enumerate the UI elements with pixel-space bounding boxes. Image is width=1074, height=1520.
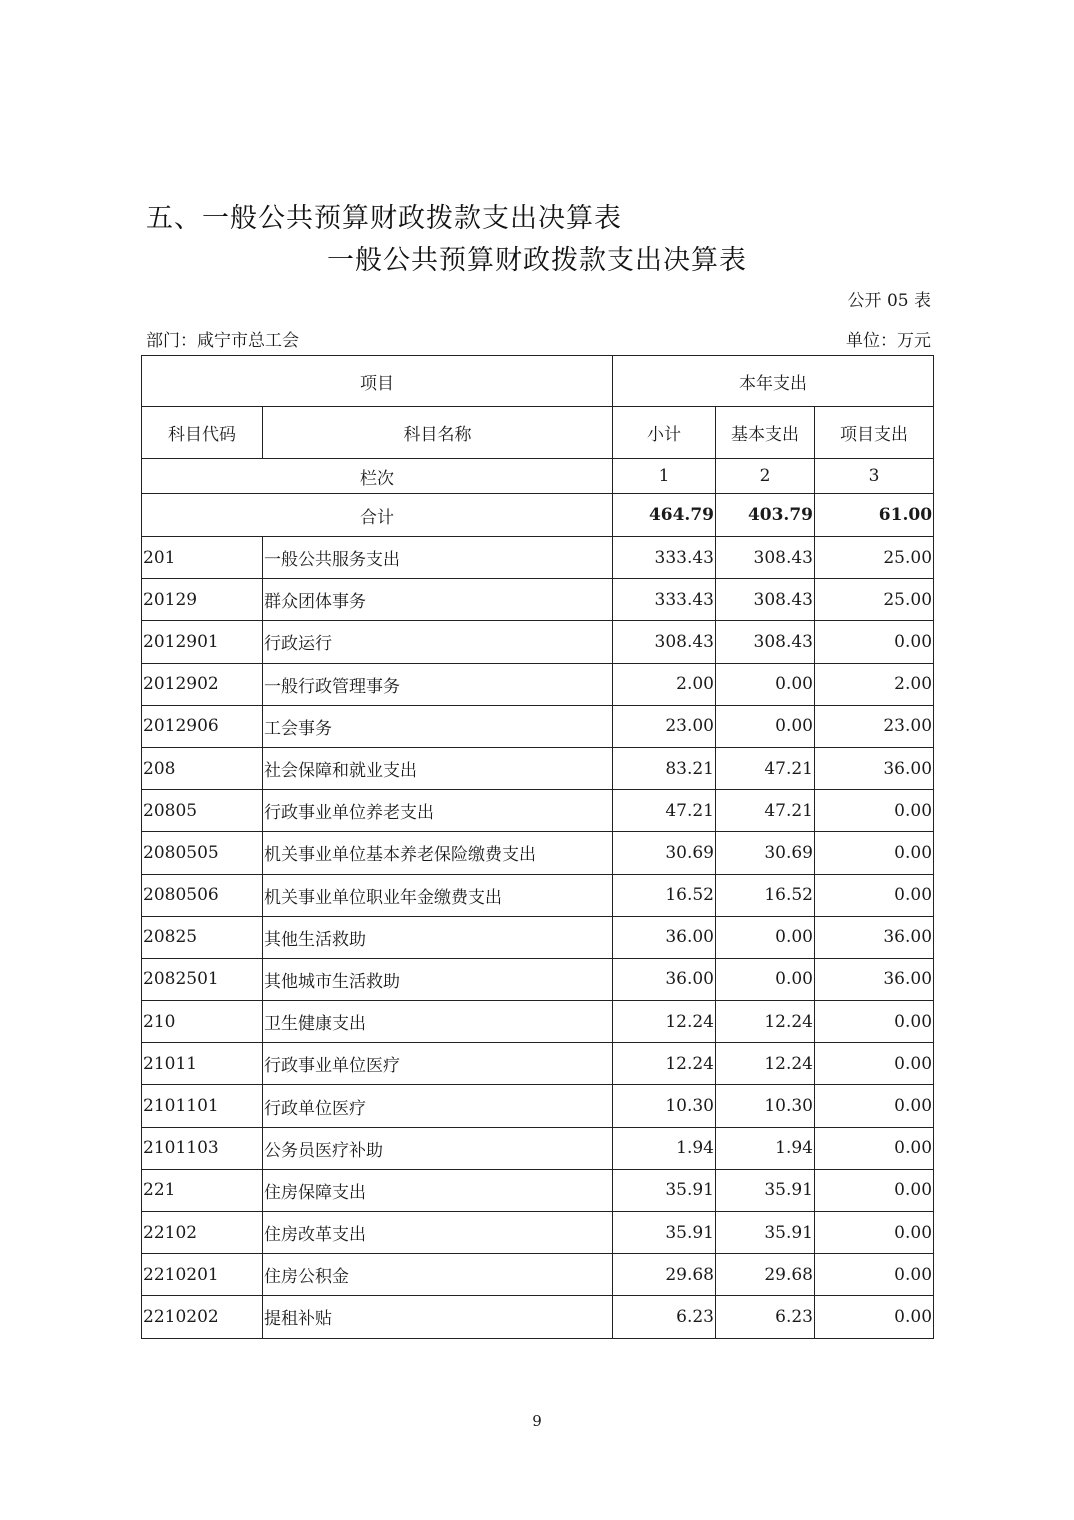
project-value: 0.00 [815,790,934,832]
basic-value: 0.00 [716,916,815,958]
subject-code: 20129 [142,579,263,621]
column-index-row [142,459,934,494]
basic-value: 308.43 [716,537,815,579]
subject-name: 其他城市生活救助 [263,958,613,1000]
table-row [142,1127,934,1169]
subject-name: 其他生活救助 [263,916,613,958]
subject-name: 一般公共服务支出 [263,537,613,579]
subject-name: 行政单位医疗 [263,1085,613,1127]
subject-name: 行政运行 [263,621,613,663]
subject-code: 208 [142,747,263,789]
table-title: 一般公共预算财政拨款支出决算表 [327,245,747,276]
subtotal-value: 29.68 [613,1254,716,1296]
subtotal-value: 36.00 [613,916,716,958]
project-value: 2.00 [815,663,934,705]
column-index-2: 2 [716,459,815,494]
subject-name: 工会事务 [263,705,613,747]
subject-name: 行政事业单位养老支出 [263,790,613,832]
subtotal-value: 36.00 [613,958,716,1000]
subtotal-value: 12.24 [613,1001,716,1043]
table-row [142,1085,934,1127]
subtotal-value: 35.91 [613,1169,716,1211]
project-value: 0.00 [815,832,934,874]
basic-value: 0.00 [716,958,815,1000]
subject-code: 2080506 [142,874,263,916]
project-value: 0.00 [815,1001,934,1043]
subject-code: 22102 [142,1212,263,1254]
table-row [142,1043,934,1085]
header-row-2 [142,407,934,459]
project-value: 36.00 [815,916,934,958]
table-row [142,790,934,832]
project-value: 0.00 [815,621,934,663]
subject-code: 201 [142,537,263,579]
basic-value: 29.68 [716,1254,815,1296]
basic-value: 16.52 [716,874,815,916]
header-current-year: 本年支出 [613,356,934,407]
header-basic: 基本支出 [716,407,815,459]
column-index-1: 1 [613,459,716,494]
table-row [142,1254,934,1296]
header-project: 项目支出 [815,407,934,459]
subject-code: 21011 [142,1043,263,1085]
total-basic: 403.79 [716,494,815,537]
unit-label: 单位：万元 [846,331,931,351]
subject-name: 住房公积金 [263,1254,613,1296]
total-subtotal: 464.79 [613,494,716,537]
subject-name: 一般行政管理事务 [263,663,613,705]
subject-name: 住房改革支出 [263,1212,613,1254]
header-name: 科目名称 [263,407,613,459]
basic-value: 47.21 [716,747,815,789]
table-row [142,916,934,958]
table-row [142,832,934,874]
total-label: 合计 [142,494,613,537]
subtotal-value: 47.21 [613,790,716,832]
project-value: 0.00 [815,874,934,916]
subject-name: 卫生健康支出 [263,1001,613,1043]
project-value: 0.00 [815,1085,934,1127]
subject-name: 机关事业单位基本养老保险缴费支出 [263,832,613,874]
table-row [142,705,934,747]
subject-name: 住房保障支出 [263,1169,613,1211]
subject-name: 机关事业单位职业年金缴费支出 [263,874,613,916]
basic-value: 12.24 [716,1043,815,1085]
table-row [142,1212,934,1254]
project-value: 36.00 [815,958,934,1000]
subtotal-value: 333.43 [613,537,716,579]
subject-name: 提租补贴 [263,1296,613,1338]
project-value: 0.00 [815,1043,934,1085]
subject-code: 2080505 [142,832,263,874]
subject-code: 2210201 [142,1254,263,1296]
subtotal-value: 12.24 [613,1043,716,1085]
total-project: 61.00 [815,494,934,537]
subtotal-value: 10.30 [613,1085,716,1127]
project-value: 25.00 [815,537,934,579]
basic-value: 1.94 [716,1127,815,1169]
column-index-label: 栏次 [142,459,613,494]
basic-value: 35.91 [716,1169,815,1211]
basic-value: 10.30 [716,1085,815,1127]
total-row [142,494,934,537]
project-value: 36.00 [815,747,934,789]
table-row [142,537,934,579]
department-label: 部门：咸宁市总工会 [146,331,299,351]
table-row [142,579,934,621]
page-number: 9 [532,1412,542,1430]
table-row [142,1296,934,1338]
project-value: 0.00 [815,1254,934,1296]
subtotal-value: 308.43 [613,621,716,663]
subject-code: 210 [142,1001,263,1043]
column-index-3: 3 [815,459,934,494]
table-row [142,1169,934,1211]
subject-code: 2210202 [142,1296,263,1338]
basic-value: 47.21 [716,790,815,832]
table-row [142,663,934,705]
section-title: 五、一般公共预算财政拨款支出决算表 [146,203,622,234]
project-value: 0.00 [815,1127,934,1169]
project-value: 0.00 [815,1212,934,1254]
subtotal-value: 16.52 [613,874,716,916]
basic-value: 308.43 [716,621,815,663]
budget-table [141,355,934,1339]
table-row [142,747,934,789]
subtotal-value: 2.00 [613,663,716,705]
basic-value: 308.43 [716,579,815,621]
header-row-1 [142,356,934,407]
basic-value: 0.00 [716,663,815,705]
subject-code: 2101103 [142,1127,263,1169]
table-row [142,1001,934,1043]
project-value: 0.00 [815,1296,934,1338]
subject-name: 公务员医疗补助 [263,1127,613,1169]
table-row [142,874,934,916]
table-row [142,958,934,1000]
subject-name: 行政事业单位医疗 [263,1043,613,1085]
subtotal-value: 30.69 [613,832,716,874]
subtotal-value: 35.91 [613,1212,716,1254]
subject-name: 社会保障和就业支出 [263,747,613,789]
basic-value: 0.00 [716,705,815,747]
table-row [142,621,934,663]
subject-name: 群众团体事务 [263,579,613,621]
basic-value: 12.24 [716,1001,815,1043]
subtotal-value: 6.23 [613,1296,716,1338]
subject-code: 2012901 [142,621,263,663]
project-value: 23.00 [815,705,934,747]
header-subtotal: 小计 [613,407,716,459]
subject-code: 2012906 [142,705,263,747]
project-value: 0.00 [815,1169,934,1211]
subject-code: 2012902 [142,663,263,705]
subject-code: 2101101 [142,1085,263,1127]
subtotal-value: 83.21 [613,747,716,789]
basic-value: 30.69 [716,832,815,874]
form-number: 公开 05 表 [847,291,931,311]
header-code: 科目代码 [142,407,263,459]
subtotal-value: 1.94 [613,1127,716,1169]
subject-code: 20825 [142,916,263,958]
subject-code: 221 [142,1169,263,1211]
project-value: 25.00 [815,579,934,621]
basic-value: 35.91 [716,1212,815,1254]
header-item: 项目 [142,356,613,407]
subtotal-value: 23.00 [613,705,716,747]
subject-code: 2082501 [142,958,263,1000]
subtotal-value: 333.43 [613,579,716,621]
subject-code: 20805 [142,790,263,832]
basic-value: 6.23 [716,1296,815,1338]
